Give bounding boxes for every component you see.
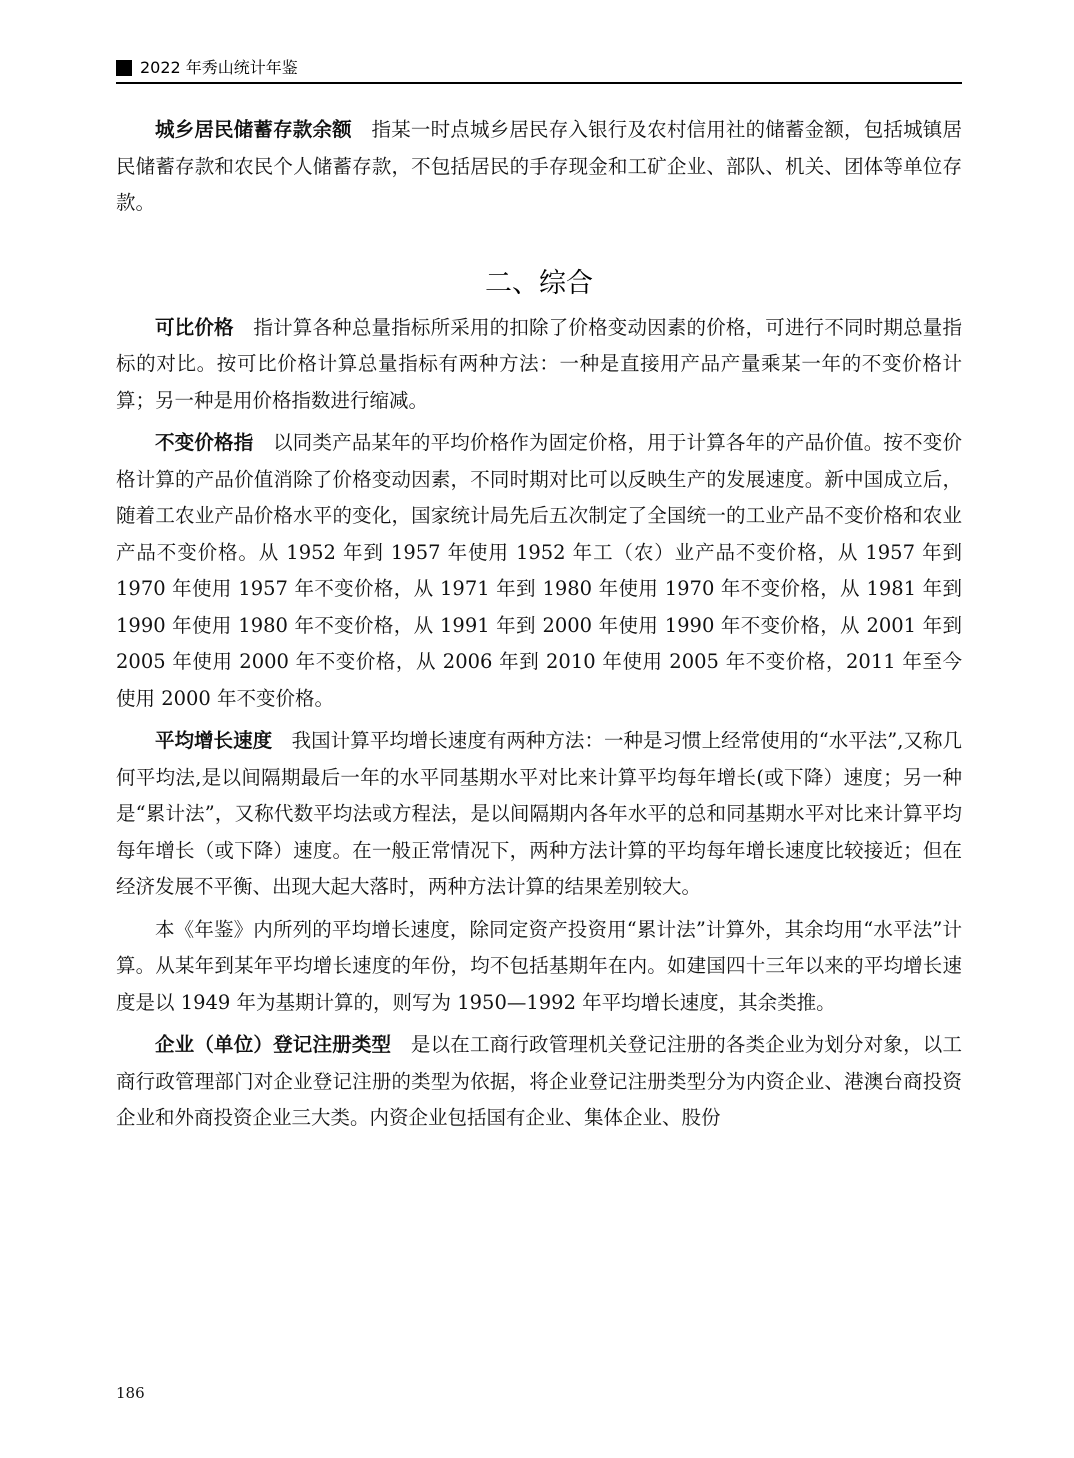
paragraph-term: 可比价格 — [155, 315, 234, 339]
document-body — [116, 112, 962, 1143]
paragraph-text: 本《年鉴》内所列的平均增长速度，除同定资产投资用“累计法”计算外，其余均用“水平法”计算。从某年到某年平均增长速度的年份，均不包括基期年在内。如建国四十三年以来的平均增长速度是以 1949 年为基期计算的，则写为 1950—1992 年平均增长速度，其余类推。 — [116, 917, 962, 1014]
paragraph-constant-price — [116, 425, 962, 717]
header-title: 2022 年秀山统计年鉴 — [140, 58, 298, 77]
paragraph-savings-deposits — [116, 112, 962, 222]
paragraph-text: 指某一时点城乡居民存入银行及农村信用社的储蓄金额，包括城镇居民储蓄存款和农民个人储蓄存款，不包括居民的手存现金和工矿企业、部队、机关、团体等单位存款。 — [116, 118, 962, 214]
paragraph-yearbook-note — [116, 912, 962, 1022]
paragraph-term: 不变价格指 — [155, 431, 254, 454]
paragraph-term: 城乡居民储蓄存款余额 — [155, 118, 352, 141]
paragraph-text: 以同类产品某年的平均价格作为固定价格，用于计算各年的产品价值。按不变价格计算的产品价值消除了价格变动因素，不同时期对比可以反映生产的发展速度。新中国成立后，随着工农业产品价格水平的变化，国家统计局先后五次制定了全国统一的工业产品不变价格和农业产品不变价格。从 1952 年到 1957 年使用 1952 年工（农）业产品不变价格，从 1957 年到 1970 年使用 1957 年不变价格，从 1971 年到 1980 年使用 1970 年不变价格，从 1981 年到 1990 年使用 1980 年不变价格，从 1991 年到 2000 年使用 1990 年不变价格，从 2001 年到 2005 年使用 2000 年不变价格，从 2006 年到 2010 年使用 2005 年不变价格，2011 年至今使用 2000 年不变价格。 — [116, 431, 962, 710]
running-header — [116, 56, 962, 82]
paragraph-average-growth — [116, 723, 962, 906]
paragraph-registration-type — [116, 1027, 962, 1137]
header-rule — [116, 82, 962, 84]
paragraph-text: 我国计算平均增长速度有两种方法：一种是习惯上经常使用的“水平法”,又称几何平均法,是以间隔期最后一年的水平同基期水平对比来计算平均每年增长(或下降）速度；另一种是“累计法”，又称代数平均法或方程法，是以间隔期内各年水平的总和同基期水平对比来计算平均每年增长（或下降）速度。在一般正常情况下，两种方法计算的平均每年增长速度比较接近；但在经济发展不平衡、出现大起大落时，两种方法计算的结果差别较大。 — [116, 729, 962, 898]
page-number: 186 — [116, 1384, 145, 1402]
section-title: 二、综合 — [485, 267, 593, 299]
paragraph-text: 指计算各种总量指标所采用的扣除了价格变动因素的价格，可进行不同时期总量指标的对比。按可比价格计算总量指标有两种方法：一种是直接用产品产量乘某一年的不变价格计算；另一种是用价格指数进行缩减。 — [116, 315, 962, 412]
paragraph-term: 企业（单位）登记注册类型 — [155, 1033, 392, 1056]
paragraph-text: 是以在工商行政管理机关登记注册的各类企业为划分对象，以工商行政管理部门对企业登记注册的类型为依据，将企业登记注册类型分为内资企业、港澳台商投资企业和外商投资企业三大类。内资企业包括国有企业、集体企业、股份 — [116, 1033, 962, 1129]
paragraph-term: 平均增长速度 — [155, 729, 273, 752]
header-square-icon — [116, 60, 132, 76]
paragraph-comparable-price — [116, 310, 962, 420]
